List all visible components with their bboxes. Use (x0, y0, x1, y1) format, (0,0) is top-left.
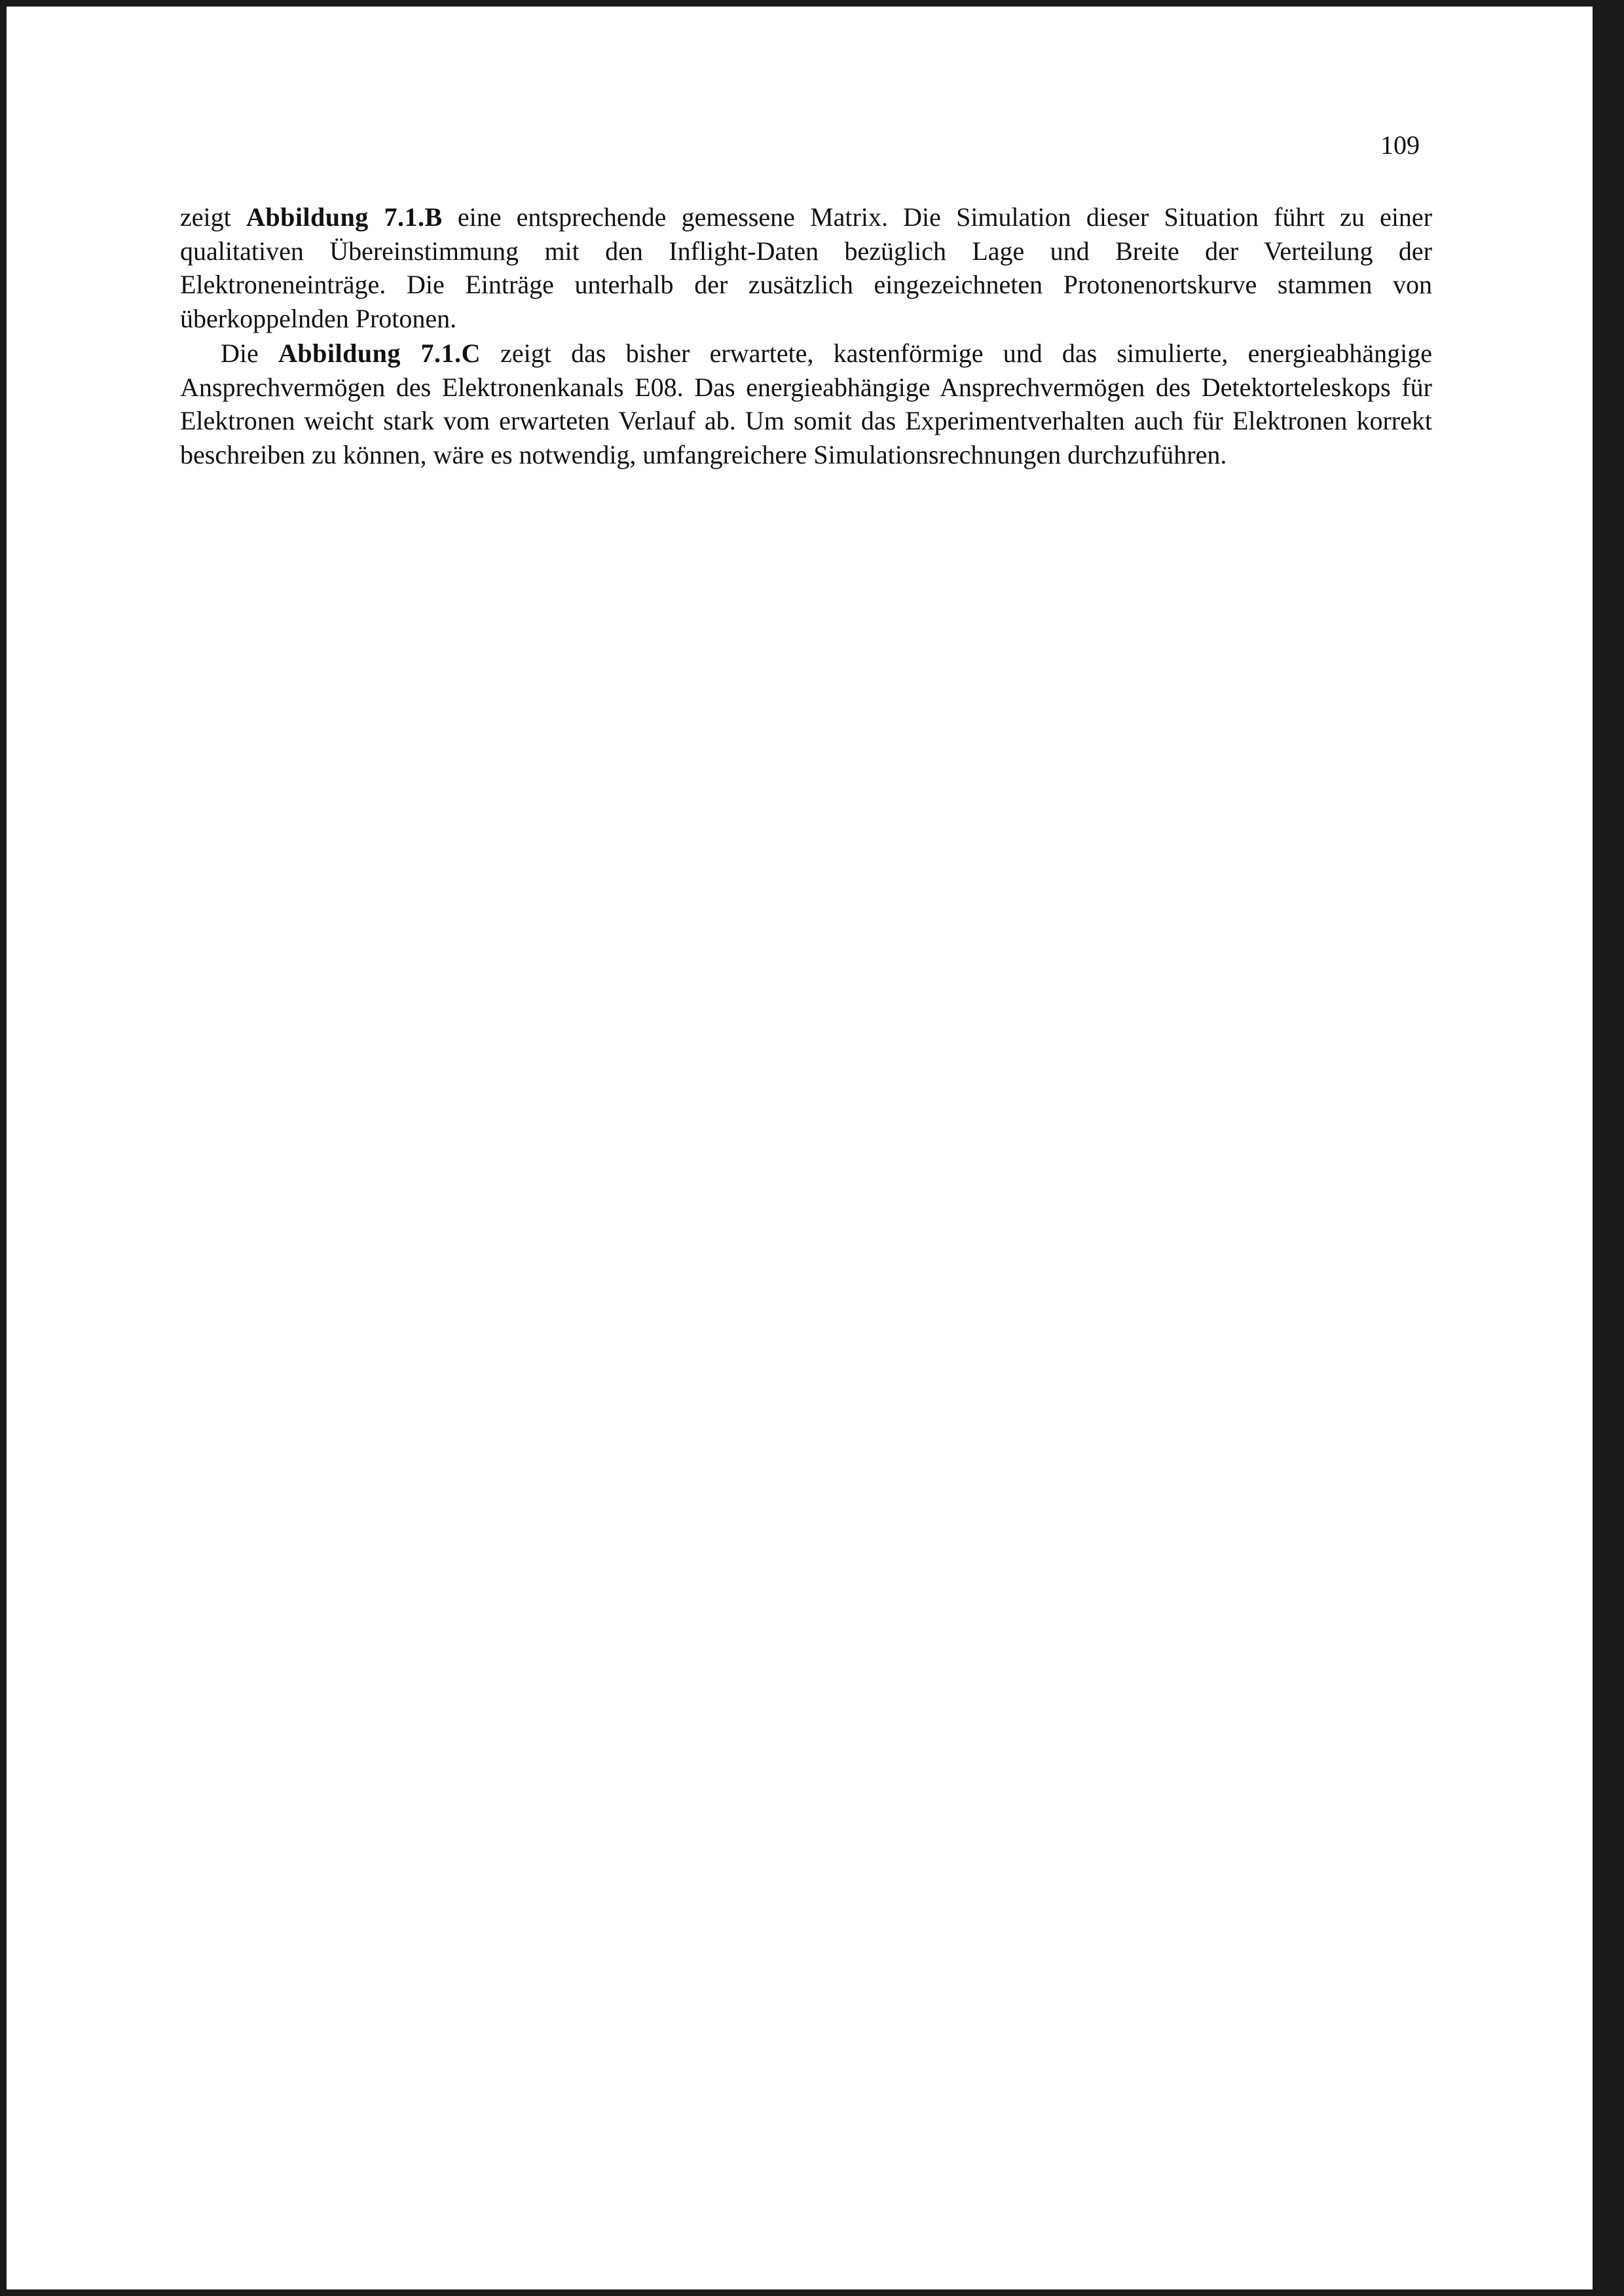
paragraph (180, 337, 1432, 471)
paragraph-text: zeigt das bisher erwartete, kastenförmige und das simulierte, energieabhängige Ansprechvermögen des Elektronenkanals E08. Das energieabhängige Ansprechvermögen des Detektorteleskops für Elektronen weicht stark vom erwarteten Verlauf ab. Um somit das Experimentverhalten auch für Elektronen korrekt beschreiben zu können, wäre es notwendig, umfangreichere Simulationsrechnungen durchzuführen. (180, 338, 1433, 469)
page-number: 109 (1380, 130, 1420, 160)
paragraph-text: zeigt (180, 202, 246, 232)
figure-reference: Abbildung 7.1.C (278, 338, 481, 368)
paragraph-text: Die (221, 338, 278, 368)
paragraph (180, 200, 1432, 335)
document-page (7, 7, 1593, 2289)
body-text (180, 200, 1432, 471)
figure-reference: Abbildung 7.1.B (246, 202, 443, 232)
paragraph-text: eine entsprechende gemessene Matrix. Die Simulation dieser Situation führt zu einer qualitativen Übereinstimmung mit den Inflight-Daten bezüglich Lage und Breite der Verteilung der Elektroneneinträge. Die Einträge unterhalb der zusätzlich eingezeichneten Protonenortskurve stammen von überkoppelnden Protonen. (180, 202, 1433, 333)
